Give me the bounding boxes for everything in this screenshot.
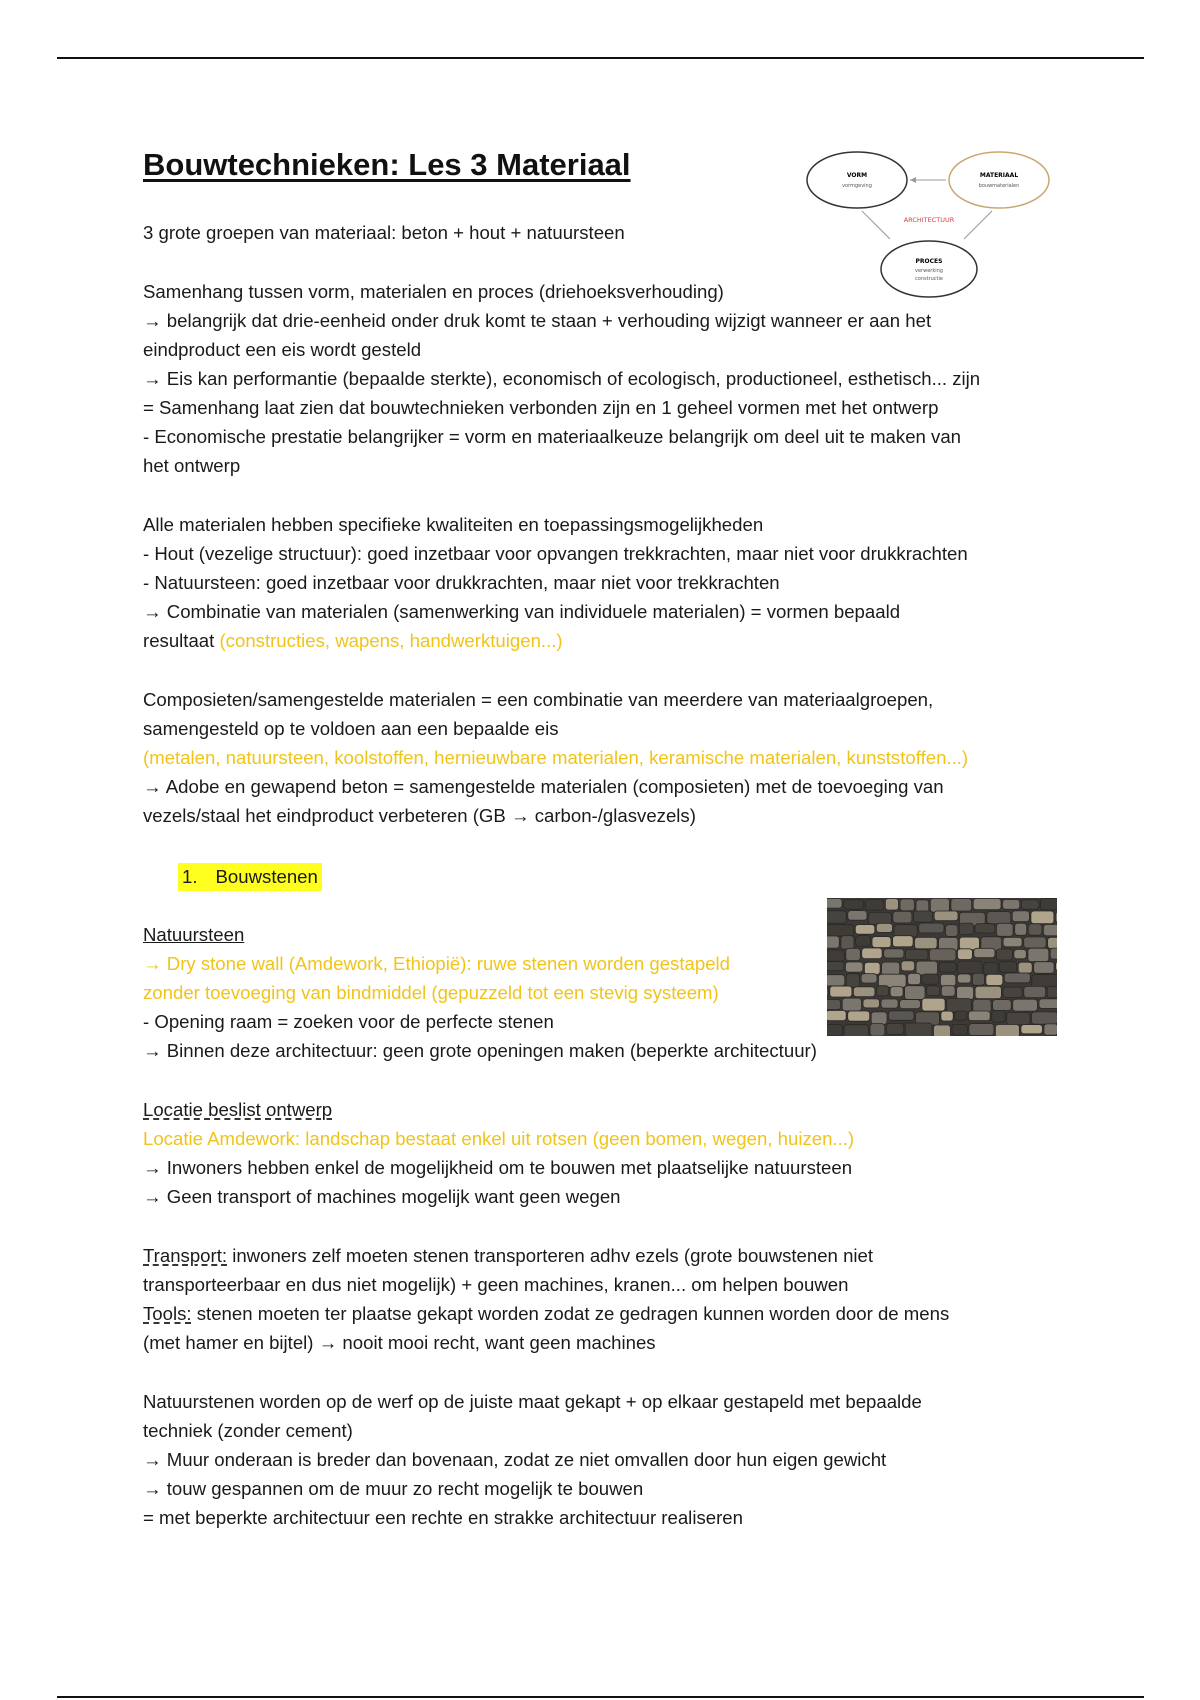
stone bbox=[939, 962, 956, 972]
stone-wall-image bbox=[827, 898, 1057, 1036]
stone bbox=[827, 911, 846, 923]
stone bbox=[986, 974, 1003, 985]
stone bbox=[952, 1024, 967, 1035]
edge-materiaal-proces bbox=[964, 211, 992, 239]
stone bbox=[1034, 962, 1054, 974]
node-vorm-ellipse bbox=[807, 152, 907, 208]
stone bbox=[1004, 973, 1030, 983]
stone bbox=[1055, 912, 1057, 923]
stone bbox=[1040, 899, 1057, 910]
text-span: inwoners zelf moeten stenen transporteren adhv ezels (grote bouwstenen niet bbox=[227, 1245, 874, 1266]
stone bbox=[827, 975, 845, 986]
stone bbox=[913, 911, 932, 922]
text-line: vezels/staal het eindproduct verbeteren (GB → carbon-/glasvezels) bbox=[143, 805, 696, 826]
stone bbox=[881, 999, 898, 1008]
term-transport: Transport: bbox=[143, 1245, 228, 1266]
stone bbox=[919, 923, 944, 933]
example-highlight: (constructies, wapens, handwerktuigen...) bbox=[219, 630, 563, 651]
stone bbox=[890, 987, 903, 997]
stone bbox=[876, 923, 892, 932]
stone bbox=[1044, 1024, 1057, 1035]
stone bbox=[905, 986, 925, 1000]
text-line bbox=[143, 1243, 873, 1269]
stone bbox=[1024, 937, 1046, 948]
node-materiaal-sub: bouwmaterialen bbox=[978, 183, 1020, 189]
stone bbox=[842, 998, 861, 1011]
text-line: → Combinatie van materialen (samenwerking van individuele materialen) = vormen bepaald bbox=[143, 601, 901, 622]
text-line: → Adobe en gewapend beton = samengestelde materialen (composieten) met de toevoeging van bbox=[143, 776, 944, 797]
example-highlight: zonder toevoeging van bindmiddel (gepuzzeld tot een stevig systeem) bbox=[143, 982, 719, 1003]
section-number: 1. bbox=[182, 866, 198, 887]
text-span: stenen moeten ter plaatse gekapt worden zodat ze gedragen kunnen worden door de mens bbox=[191, 1303, 950, 1324]
stone bbox=[922, 974, 939, 984]
stone bbox=[844, 900, 864, 909]
stone bbox=[861, 974, 877, 983]
text-line: techniek (zonder cement) bbox=[143, 1420, 353, 1441]
node-proces-sub2: constructie bbox=[915, 276, 943, 282]
stone bbox=[1039, 999, 1057, 1009]
stone bbox=[930, 898, 949, 912]
text-line: → belangrijk dat drie-eenheid onder druk komt te staan + verhouding wijzigt wanneer er aan het bbox=[143, 310, 932, 331]
stone bbox=[848, 1011, 870, 1021]
stone bbox=[827, 1025, 843, 1037]
text-line: - Opening raam = zoeken voor de perfecte stenen bbox=[143, 1011, 554, 1032]
section-label: Bouwstenen bbox=[215, 866, 318, 887]
stone bbox=[957, 974, 971, 983]
page-title: Bouwtechnieken: Les 3 Materiaal bbox=[143, 147, 631, 182]
stone bbox=[827, 987, 828, 998]
stone bbox=[1028, 924, 1042, 935]
stone bbox=[959, 937, 979, 950]
stone bbox=[877, 986, 889, 996]
stone bbox=[1043, 925, 1057, 936]
section-heading bbox=[178, 863, 322, 891]
stone bbox=[900, 1000, 921, 1009]
stone bbox=[915, 937, 938, 949]
stone bbox=[929, 949, 956, 961]
triangle-diagram-svg bbox=[802, 143, 1062, 303]
text-line: - Natuursteen: goed inzetbaar voor drukkrachten, maar niet voor trekkrachten bbox=[143, 572, 780, 593]
node-vorm-label: VORM bbox=[846, 172, 868, 179]
stone bbox=[844, 1025, 868, 1036]
stone bbox=[827, 925, 854, 936]
stone bbox=[984, 962, 998, 975]
example-highlight: Locatie Amdework: landschap bestaat enkel uit rotsen (geen bomen, wegen, huizen...) bbox=[143, 1128, 855, 1149]
stone bbox=[845, 962, 863, 972]
text-line bbox=[143, 1301, 949, 1327]
stone bbox=[1032, 975, 1057, 988]
top-rule bbox=[57, 57, 1144, 59]
stone bbox=[1056, 961, 1057, 971]
stone bbox=[975, 924, 995, 933]
stone-wall-svg bbox=[827, 898, 1057, 1036]
stone bbox=[1018, 962, 1032, 973]
text-line: → Muur onderaan is breder dan bovenaan, zodat ze niet omvallen door hun eigen gewicht bbox=[143, 1449, 887, 1470]
stone bbox=[893, 936, 914, 947]
text-line: = met beperkte architectuur een rechte en strakke architectuur realiseren bbox=[143, 1507, 743, 1528]
stone bbox=[872, 937, 891, 948]
text-line: het ontwerp bbox=[143, 455, 241, 476]
text-line: → touw gespannen om de muur zo recht mogelijk te bouwen bbox=[143, 1478, 644, 1499]
stone bbox=[1032, 1012, 1058, 1024]
stone bbox=[972, 973, 984, 985]
node-proces-sub1: verwerking bbox=[915, 268, 943, 274]
diagram-center-label: ARCHITECTUUR bbox=[903, 216, 955, 224]
stone bbox=[871, 1012, 887, 1025]
stone bbox=[916, 961, 937, 975]
stone bbox=[946, 925, 958, 937]
stone bbox=[865, 900, 884, 910]
node-materiaal-ellipse bbox=[949, 152, 1049, 208]
stone bbox=[941, 1011, 953, 1021]
text-line: Alle materialen hebben specifieke kwaliteiten en toepassingsmogelijkheden bbox=[143, 514, 764, 535]
stone bbox=[1028, 948, 1049, 962]
stone bbox=[1015, 923, 1027, 935]
text-line: - Hout (vezelige structuur): goed inzetbaar voor opvangen trekkrachten, maar niet voor drukkrachten bbox=[143, 543, 968, 564]
text-line: transporteerbaar en dus niet mogelijk) + geen machines, kranen... om helpen bouwen bbox=[143, 1274, 849, 1295]
stone bbox=[841, 936, 854, 949]
stone bbox=[863, 999, 880, 1008]
stone bbox=[922, 998, 945, 1011]
node-vorm-sub: vormgeving bbox=[842, 183, 872, 189]
text-span: resultaat bbox=[143, 630, 220, 651]
stone bbox=[827, 936, 839, 948]
text-line: samengesteld op te voldoen aan een bepaalde eis bbox=[143, 718, 559, 739]
text-line: Natuurstenen worden op de werf op de juiste maat gekapt + op elkaar gestapeld met bepaalde bbox=[143, 1391, 922, 1412]
stone bbox=[958, 961, 983, 974]
stone bbox=[957, 986, 974, 999]
stone bbox=[975, 986, 1001, 998]
stone bbox=[846, 974, 859, 987]
stone bbox=[993, 1000, 1012, 1011]
stone bbox=[969, 1024, 994, 1036]
stone bbox=[1021, 1025, 1043, 1034]
stone bbox=[958, 949, 973, 960]
stone bbox=[1048, 937, 1057, 948]
text-line: → Geen transport of machines mogelijk want geen wegen bbox=[143, 1186, 621, 1207]
node-proces-label: PROCES bbox=[915, 258, 943, 265]
stone bbox=[1014, 950, 1026, 959]
stone bbox=[974, 948, 995, 957]
stone bbox=[827, 1011, 846, 1021]
stone bbox=[951, 899, 972, 911]
stone bbox=[864, 962, 880, 974]
stone bbox=[884, 949, 904, 958]
text-line: = Samenhang laat zien dat bouwtechnieken verbonden zijn en 1 geheel vormen met het ontwerp bbox=[143, 397, 939, 418]
stone bbox=[900, 899, 915, 911]
stone bbox=[968, 1011, 990, 1021]
stone bbox=[947, 999, 972, 1013]
stone bbox=[927, 986, 940, 996]
text-line: (met hamer en bijtel) → nooit mooi recht, want geen machines bbox=[143, 1332, 656, 1353]
stone bbox=[1024, 986, 1046, 997]
stone bbox=[1031, 911, 1054, 924]
stone bbox=[1050, 948, 1057, 959]
stone bbox=[827, 962, 844, 971]
stone bbox=[941, 986, 955, 997]
stone bbox=[1047, 986, 1057, 998]
stone bbox=[893, 911, 912, 923]
stone bbox=[870, 1024, 885, 1036]
text-line: → Binnen deze architectuur: geen grote openingen maken (beperkte architectuur) bbox=[143, 1040, 817, 1061]
stone bbox=[894, 925, 917, 937]
stone bbox=[992, 1011, 1006, 1023]
stone bbox=[905, 950, 928, 960]
stone bbox=[1007, 1012, 1030, 1025]
stone bbox=[869, 912, 892, 924]
stone bbox=[889, 1011, 915, 1021]
example-highlight: (metalen, natuursteen, koolstoffen, hernieuwbare materialen, keramische materialen, kunststoffen...) bbox=[143, 747, 969, 768]
stone bbox=[973, 899, 1001, 910]
text-line: → Eis kan performantie (bepaalde sterkte), economisch of ecologisch, productioneel, esthetisch... zijn bbox=[143, 368, 981, 389]
stone bbox=[1003, 937, 1022, 946]
stone bbox=[905, 1023, 932, 1036]
example-highlight: → Dry stone wall (Amdework, Ethiopië): ruwe stenen worden gestapeld bbox=[143, 953, 731, 974]
stone bbox=[827, 899, 842, 909]
stone bbox=[853, 987, 875, 997]
stone bbox=[886, 1024, 904, 1035]
stone bbox=[1021, 900, 1039, 909]
triangle-diagram bbox=[802, 143, 1062, 303]
edge-vorm-proces bbox=[862, 211, 890, 239]
stone bbox=[827, 950, 844, 961]
stone bbox=[996, 923, 1013, 936]
text-line: 3 grote groepen van materiaal: beton + hout + natuursteen bbox=[143, 222, 625, 243]
text-line: Composieten/samengestelde materialen = een combinatie van meerdere van materiaalgroepen, bbox=[143, 689, 934, 710]
stone bbox=[862, 948, 882, 959]
text-line: - Economische prestatie belangrijker = vorm en materiaalkeuze belangrijk om deel uit te maken van bbox=[143, 426, 962, 447]
stone bbox=[827, 1000, 841, 1010]
text-line bbox=[143, 628, 563, 654]
stone bbox=[1013, 999, 1038, 1011]
stone bbox=[955, 1011, 967, 1020]
stone bbox=[995, 1025, 1019, 1037]
node-materiaal-label: MATERIAAL bbox=[979, 172, 1019, 179]
text-line: eindproduct een eis wordt gesteld bbox=[143, 339, 422, 360]
arrow-head bbox=[910, 177, 916, 183]
stone bbox=[908, 973, 921, 984]
stone bbox=[999, 962, 1016, 973]
stone bbox=[934, 1025, 951, 1036]
stone bbox=[830, 986, 852, 997]
subheading-natuursteen: Natuursteen bbox=[143, 924, 245, 945]
stone bbox=[901, 961, 914, 971]
text-line: → Inwoners hebben enkel de mogelijkheid om te bouwen met plaatselijke natuursteen bbox=[143, 1157, 853, 1178]
stone bbox=[885, 899, 898, 911]
stone bbox=[1003, 987, 1022, 997]
stone bbox=[996, 949, 1012, 960]
stone bbox=[934, 911, 958, 921]
stone bbox=[846, 948, 861, 960]
stone bbox=[848, 911, 867, 921]
term-tools: Tools: bbox=[143, 1303, 192, 1324]
stone bbox=[1003, 900, 1020, 910]
stone bbox=[1012, 911, 1029, 922]
stone bbox=[855, 925, 875, 935]
stone bbox=[882, 962, 900, 976]
stone bbox=[959, 923, 973, 935]
bottom-rule bbox=[57, 1696, 1144, 1698]
subheading-locatie: Locatie beslist ontwerp bbox=[143, 1099, 333, 1120]
stone bbox=[940, 974, 955, 986]
stone bbox=[856, 936, 871, 947]
stone bbox=[987, 912, 1011, 924]
text-line: Samenhang tussen vorm, materialen en proces (driehoeksverhouding) bbox=[143, 281, 724, 302]
